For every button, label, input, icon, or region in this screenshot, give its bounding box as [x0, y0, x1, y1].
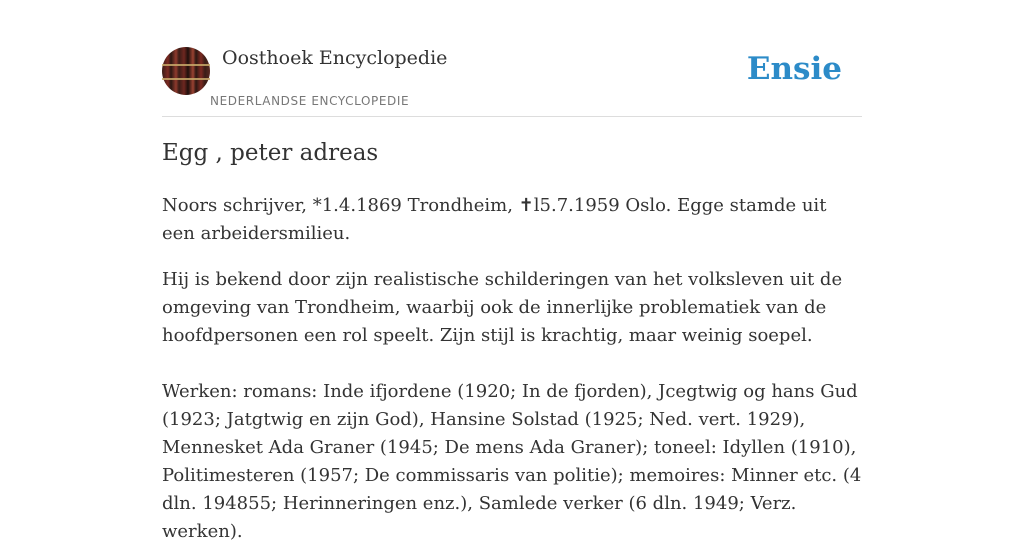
book-spine-band [162, 64, 210, 66]
site-header [162, 46, 862, 117]
article-body [162, 192, 862, 546]
article-paragraph-intro: Noors schrijver, *1.4.1869 Trondheim, ✝l5.7.1959 Oslo. Egge stamde uit een arbeidersmilieu. [162, 195, 827, 244]
ensie-logo-link[interactable]: Ensie [746, 51, 842, 87]
article-paragraph-description: Hij is bekend door zijn realistische schilderingen van het volksleven uit de omgeving van Trondheim, waarbij ook de innerlijke problematiek van de hoofdpersonen een rol speelt. Zijn stijl is krachtig, maar weinig soepel. [162, 269, 843, 346]
site-name-link[interactable]: Oosthoek Encyclopedie [222, 47, 448, 69]
article-title: Egg , peter adreas [162, 140, 379, 166]
book-spine-band [162, 78, 210, 80]
encyclopedia-books-avatar[interactable] [162, 47, 210, 95]
site-subtitle: NEDERLANDSE ENCYCLOPEDIE [210, 94, 410, 108]
article-paragraph-works: Werken: romans: Inde ifjordene (1920; In de fjorden), Jcegtwig og hans Gud (1923; Jatgtwig en zijn God), Hansine Solstad (1925; Ned. vert. 1929), Mennesket Ada Graner (1945; De mens Ada Graner); toneel: Idyllen (1910), Politimesteren (1957; De commissaris van politie); memoires: Minner etc. (4 dln. 194855; Herinneringen enz.), Samlede verker (6 dln. 1949; Verz. werken). [162, 381, 862, 542]
